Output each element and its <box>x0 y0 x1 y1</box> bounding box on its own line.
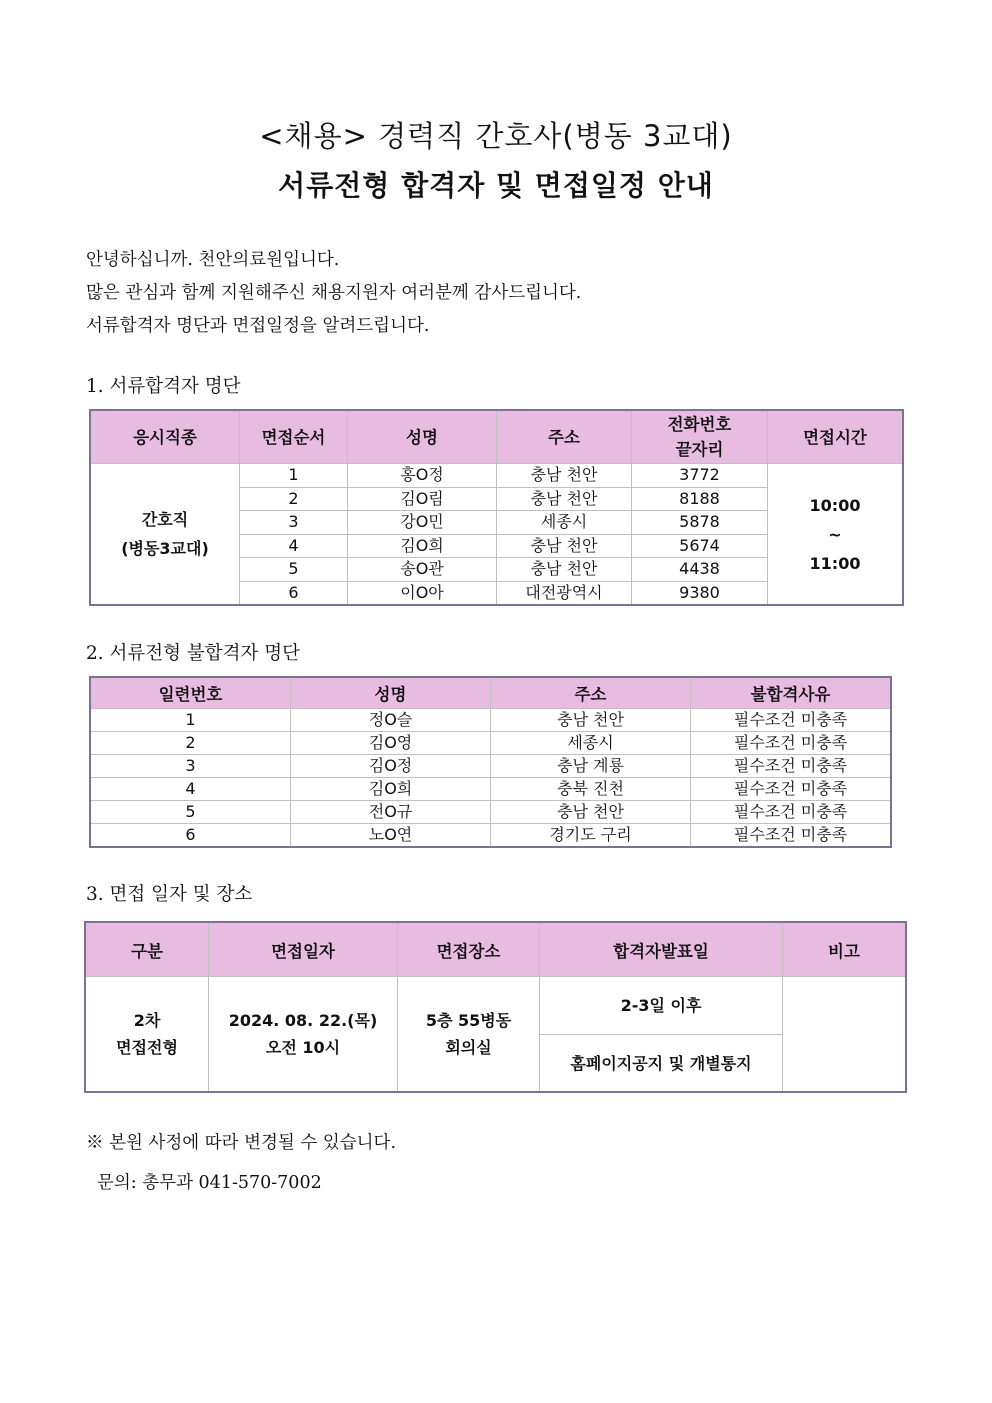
job-line2: (병동3교대) <box>121 539 209 558</box>
section1-heading: 1. 서류합격자 명단 <box>86 376 241 397</box>
phone-cell: 5674 <box>632 534 768 558</box>
header-phone-line1: 전화번호 <box>667 415 732 434</box>
intro-line: 많은 관심과 함께 지원해주신 채용지원자 여러분께 감사드립니다. <box>86 283 582 303</box>
place-line1: 5층 55병동 <box>425 1011 512 1030</box>
order-cell: 5 <box>240 558 348 582</box>
header-place: 면접장소 <box>398 923 540 977</box>
section2-heading: 2. 서류전형 불합격자 명단 <box>86 643 301 664</box>
contact-info: 문의: 총무과 041-570-7002 <box>97 1173 322 1193</box>
date-line1: 2024. 08. 22.(목) <box>228 1011 378 1030</box>
order-cell: 2 <box>240 487 348 511</box>
address-cell: 충남 천안 <box>497 487 632 511</box>
table-row <box>91 755 891 778</box>
header-address: 주소 <box>497 411 632 464</box>
header-phone-line2: 끝자리 <box>675 440 724 459</box>
name-cell: 김O희 <box>348 534 497 558</box>
name-cell: 이O아 <box>348 581 497 605</box>
time-end: 11:00 <box>809 553 861 573</box>
header-no: 일련번호 <box>91 678 291 709</box>
name-cell: 김O영 <box>291 732 491 755</box>
header-address: 주소 <box>491 678 691 709</box>
passed-applicants-table <box>90 410 903 605</box>
order-cell: 1 <box>240 464 348 488</box>
no-cell: 4 <box>91 778 291 801</box>
failed-applicants-table <box>90 677 891 847</box>
phone-cell: 9380 <box>632 581 768 605</box>
address-cell: 대전광역시 <box>497 581 632 605</box>
address-cell: 경기도 구리 <box>491 824 691 847</box>
table-row <box>91 778 891 801</box>
reason-cell: 필수조건 미충족 <box>691 755 891 778</box>
header-name: 성명 <box>291 678 491 709</box>
section3-heading: 3. 면접 일자 및 장소 <box>86 884 253 905</box>
address-cell: 충남 천안 <box>497 464 632 488</box>
table-row <box>91 801 891 824</box>
interview-schedule-table <box>85 922 906 1092</box>
intro-line: 서류합격자 명단과 면접일정을 알려드립니다. <box>86 316 430 336</box>
page-title-line1: <채용> 경력직 간호사(병동 3교대) <box>259 119 733 153</box>
no-cell: 3 <box>91 755 291 778</box>
reason-cell: 필수조건 미충족 <box>691 709 891 732</box>
address-cell: 충남 천안 <box>491 709 691 732</box>
reason-cell: 필수조건 미충족 <box>691 801 891 824</box>
header-category: 구분 <box>86 923 209 977</box>
category-line2: 면접전형 <box>116 1038 178 1057</box>
name-cell: 홍O정 <box>348 464 497 488</box>
reason-cell: 필수조건 미충족 <box>691 732 891 755</box>
address-cell: 충남 천안 <box>497 534 632 558</box>
announce-how-cell: 홈페이지공지 및 개별통지 <box>540 1035 783 1092</box>
no-cell: 6 <box>91 824 291 847</box>
header-remark: 비고 <box>783 923 906 977</box>
header-date: 면접일자 <box>209 923 398 977</box>
address-cell: 충남 계룡 <box>491 755 691 778</box>
job-line1: 간호직 <box>141 510 189 529</box>
date-line2: 오전 10시 <box>265 1038 341 1057</box>
category-cell <box>86 977 209 1092</box>
header-order: 면접순서 <box>240 411 348 464</box>
table-row <box>91 464 903 488</box>
table-row <box>91 709 891 732</box>
header-job: 응시직종 <box>91 411 240 464</box>
announce-when-cell: 2-3일 이후 <box>540 977 783 1035</box>
name-cell: 김O희 <box>291 778 491 801</box>
address-cell: 세종시 <box>497 511 632 535</box>
header-name: 성명 <box>348 411 497 464</box>
page-title-line2: 서류전형 합격자 및 면접일정 안내 <box>278 169 714 202</box>
table-row <box>91 824 891 847</box>
name-cell: 김O정 <box>291 755 491 778</box>
reason-cell: 필수조건 미충족 <box>691 824 891 847</box>
time-sep: ~ <box>828 524 842 544</box>
header-reason: 불합격사유 <box>691 678 891 709</box>
phone-cell: 8188 <box>632 487 768 511</box>
change-notice: ※ 본원 사정에 따라 변경될 수 있습니다. <box>86 1133 397 1153</box>
name-cell: 강O민 <box>348 511 497 535</box>
place-line2: 회의실 <box>445 1038 492 1057</box>
time-start: 10:00 <box>809 495 861 515</box>
header-announce: 합격자발표일 <box>540 923 783 977</box>
phone-cell: 5878 <box>632 511 768 535</box>
header-phone <box>632 411 768 464</box>
name-cell: 정O슬 <box>291 709 491 732</box>
name-cell: 전O규 <box>291 801 491 824</box>
name-cell: 노O연 <box>291 824 491 847</box>
address-cell: 세종시 <box>491 732 691 755</box>
intro-text <box>86 244 581 343</box>
table-row <box>91 732 891 755</box>
address-cell: 충남 천안 <box>497 558 632 582</box>
order-cell: 4 <box>240 534 348 558</box>
reason-cell: 필수조건 미충족 <box>691 778 891 801</box>
job-cell <box>91 464 240 605</box>
header-time: 면접시간 <box>768 411 903 464</box>
address-cell: 충남 천안 <box>491 801 691 824</box>
name-cell: 송O관 <box>348 558 497 582</box>
order-cell: 6 <box>240 581 348 605</box>
date-cell <box>209 977 398 1092</box>
no-cell: 5 <box>91 801 291 824</box>
order-cell: 3 <box>240 511 348 535</box>
intro-line: 안녕하십니까. 천안의료원입니다. <box>86 250 340 270</box>
time-cell <box>768 464 903 605</box>
no-cell: 2 <box>91 732 291 755</box>
remark-cell <box>783 977 906 1092</box>
phone-cell: 3772 <box>632 464 768 488</box>
name-cell: 김O림 <box>348 487 497 511</box>
phone-cell: 4438 <box>632 558 768 582</box>
place-cell <box>398 977 540 1092</box>
category-line1: 2차 <box>133 1011 161 1030</box>
no-cell: 1 <box>91 709 291 732</box>
address-cell: 충북 진천 <box>491 778 691 801</box>
